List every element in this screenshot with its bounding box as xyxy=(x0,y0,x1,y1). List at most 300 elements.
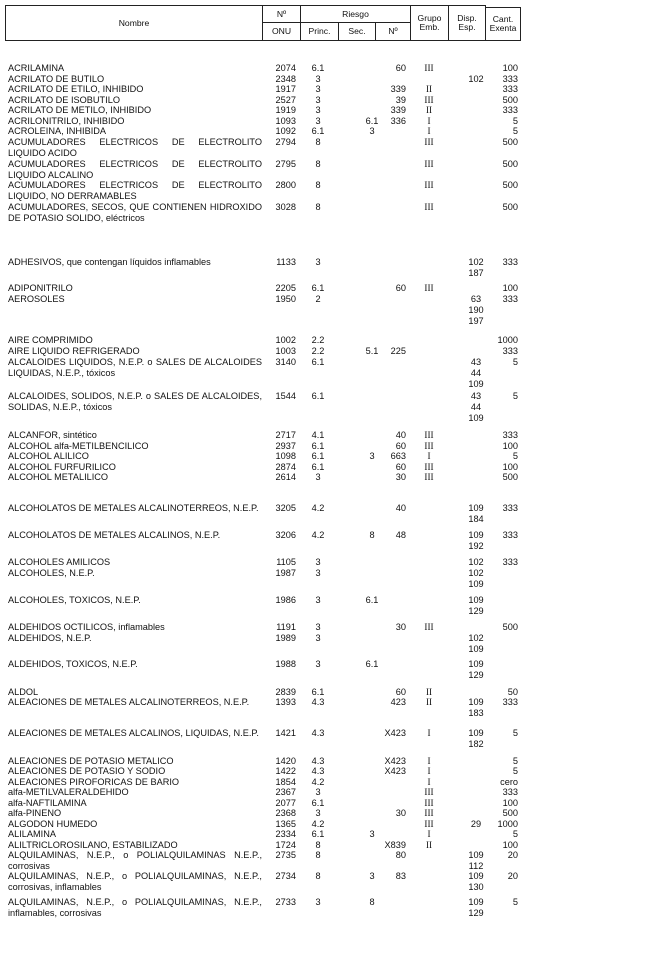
cell-princ: 3 xyxy=(315,808,321,818)
cell-onu: 1092 xyxy=(275,126,296,136)
cell-onu: 1105 xyxy=(276,557,296,567)
header-no-top-label: Nº xyxy=(276,8,287,19)
disp-value: 129 xyxy=(468,907,484,918)
cell-onu: 2795 xyxy=(275,159,296,169)
cell-name: ACRILATO DE METILO, INHIBIDO xyxy=(8,105,152,115)
disp-value: 109 xyxy=(468,578,484,589)
cell-grupo: III xyxy=(424,808,434,818)
cell-cant: 500 xyxy=(502,808,518,818)
cell-disp xyxy=(464,659,488,681)
cell-name: ACRILATO DE ETILO, INHIBIDO xyxy=(8,84,144,94)
cell-no: 40 xyxy=(395,503,406,513)
cell-grupo: III xyxy=(424,622,434,632)
disp-value: 109 xyxy=(468,412,484,423)
cell-onu: 1422 xyxy=(275,766,296,776)
cell-cant: 5 xyxy=(512,391,518,401)
cell-disp xyxy=(464,294,488,326)
disp-value: 109 xyxy=(468,530,484,540)
cell-princ: 3 xyxy=(315,105,321,115)
cell-name: alfa-PINENO xyxy=(8,808,62,818)
cell-disp xyxy=(464,728,488,750)
cell-cant: 5 xyxy=(512,451,518,461)
cell-grupo: III xyxy=(424,202,434,212)
disp-value: 29 xyxy=(470,819,482,829)
cell-onu: 1133 xyxy=(276,257,296,267)
cell-princ: 4.2 xyxy=(311,503,325,513)
cell-princ: 3 xyxy=(315,557,321,567)
disp-value: 109 xyxy=(468,659,484,669)
cell-no: 225 xyxy=(390,346,406,356)
cell-princ: 3 xyxy=(315,633,321,643)
header-no-label: Nº xyxy=(388,26,398,36)
cell-princ: 3 xyxy=(315,897,321,907)
header-grupo-label: Grupo Emb. xyxy=(417,13,442,32)
cell-name: ALCALOIDES, SOLIDOS, N.E.P. o SALES DE ALCALOIDES, SOLIDAS, N.E.P., tóxicos xyxy=(8,391,262,412)
disp-value: 102 xyxy=(468,633,484,643)
cell-cant: 333 xyxy=(502,74,518,84)
cell-onu: 1420 xyxy=(275,756,296,766)
cell-name: ALEACIONES DE POTASIO Y SODIO xyxy=(8,766,166,776)
cell-name: ALCOHOLATOS DE METALES ALCALINOS, N.E.P. xyxy=(8,530,221,540)
cell-disp xyxy=(464,530,488,552)
cell-cant: 5 xyxy=(512,756,518,766)
cell-name: AEROSOLES xyxy=(8,294,65,304)
cell-princ: 6.1 xyxy=(311,462,325,472)
cell-princ: 3 xyxy=(315,787,321,797)
disp-value: 44 xyxy=(470,401,482,412)
cell-cant: 333 xyxy=(502,257,518,267)
cell-cant: 5 xyxy=(512,116,518,126)
cell-cant: 5 xyxy=(512,357,518,367)
cell-onu: 2800 xyxy=(275,180,296,190)
cell-name: ALGODON HUMEDO xyxy=(8,819,98,829)
cell-onu: 2937 xyxy=(275,441,296,451)
disp-value: 102 xyxy=(468,557,484,567)
cell-cant: 100 xyxy=(502,798,518,808)
cell-onu: 2348 xyxy=(275,74,296,84)
cell-onu: 1544 xyxy=(275,391,296,401)
cell-onu: 2077 xyxy=(275,798,296,808)
cell-grupo: III xyxy=(424,430,434,440)
cell-grupo: III xyxy=(424,462,434,472)
cell-disp xyxy=(464,697,488,719)
cell-onu: 3206 xyxy=(275,530,296,540)
cell-no: 60 xyxy=(395,283,406,293)
cell-name: ALEACIONES DE POTASIO METALICO xyxy=(8,756,174,766)
cell-onu: 3028 xyxy=(275,202,296,212)
cell-princ: 4.3 xyxy=(311,728,325,738)
cell-princ: 8 xyxy=(315,180,321,190)
cell-cant: 333 xyxy=(502,557,518,567)
cell-onu: 2839 xyxy=(275,687,296,697)
cell-princ: 8 xyxy=(315,202,321,212)
cell-cant: 500 xyxy=(502,159,518,169)
cell-no: 80 xyxy=(395,850,406,860)
cell-name: ACUMULADORES ELECTRICOS DE ELECTROLITO LIQUIDO, NO DERRAMABLES xyxy=(8,180,262,201)
cell-onu: 2527 xyxy=(275,95,296,105)
cell-onu: 1987 xyxy=(275,568,296,578)
cell-grupo: III xyxy=(424,798,434,808)
cell-onu: 1003 xyxy=(275,346,296,356)
cell-no: 663 xyxy=(390,451,406,461)
header-riesgo xyxy=(300,5,411,23)
cell-onu: 1191 xyxy=(276,622,296,632)
cell-no: 60 xyxy=(395,63,406,73)
cell-onu: 1919 xyxy=(275,105,296,115)
cell-grupo: II xyxy=(425,840,433,850)
header-sec xyxy=(338,22,376,41)
cell-disp xyxy=(464,595,488,617)
cell-disp xyxy=(464,503,488,525)
cell-cant: 5 xyxy=(512,126,518,136)
cell-name: ALCOHOLES, TOXICOS, N.E.P. xyxy=(8,595,141,605)
cell-disp xyxy=(464,850,488,872)
cell-name: ALDOL xyxy=(8,687,39,697)
cell-grupo: III xyxy=(424,819,434,829)
cell-sec: 6.1 xyxy=(365,659,379,669)
cell-cant: 333 xyxy=(502,346,518,356)
disp-value: 63 xyxy=(470,294,482,304)
disp-value: 192 xyxy=(468,540,484,551)
disp-value: 102 xyxy=(468,257,484,267)
cell-no: X423 xyxy=(384,756,406,766)
disp-value: 129 xyxy=(468,605,484,616)
cell-princ: 2 xyxy=(315,294,321,304)
cell-princ: 3 xyxy=(315,84,321,94)
cell-princ: 2.2 xyxy=(311,346,325,356)
cell-name: alfa-NAFTILAMINA xyxy=(8,798,87,808)
cell-princ: 8 xyxy=(315,850,321,860)
cell-no: X839 xyxy=(384,840,406,850)
cell-name: ADHESIVOS, que contengan líquidos inflamables xyxy=(8,257,211,267)
cell-cant: cero xyxy=(500,777,518,787)
cell-princ: 8 xyxy=(315,159,321,169)
cell-cant: 500 xyxy=(502,137,518,147)
cell-name: ALQUILAMINAS, N.E.P., o POLIALQUILAMINAS, N.E.P., corrosivas, inflamables xyxy=(8,871,262,892)
cell-onu: 2614 xyxy=(275,472,296,482)
cell-grupo: III xyxy=(424,441,434,451)
cell-grupo: III xyxy=(424,137,434,147)
cell-princ: 6.1 xyxy=(311,687,325,697)
header-disp-label: Disp. Esp. xyxy=(457,13,477,32)
header-princ xyxy=(300,22,339,41)
cell-grupo: I xyxy=(427,116,431,126)
cell-no: 339 xyxy=(390,84,406,94)
cell-grupo: I xyxy=(427,126,431,136)
disp-value: 109 xyxy=(468,728,484,738)
disp-value: 130 xyxy=(468,881,484,892)
cell-name: ALCOHOLES, N.E.P. xyxy=(8,568,95,578)
cell-cant: 500 xyxy=(502,202,518,212)
cell-cant: 333 xyxy=(502,697,518,707)
cell-princ: 3 xyxy=(315,622,321,632)
cell-princ: 3 xyxy=(315,74,321,84)
cell-cant: 500 xyxy=(502,180,518,190)
cell-cant: 5 xyxy=(512,728,518,738)
cell-disp xyxy=(464,871,488,893)
disp-value: 109 xyxy=(468,850,484,860)
cell-name: ALCOHOLES AMILICOS xyxy=(8,557,111,567)
cell-cant: 100 xyxy=(502,462,518,472)
cell-name: ACROLEINA, INHIBIDA xyxy=(8,126,107,136)
cell-sec: 8 xyxy=(369,897,375,907)
disp-value: 182 xyxy=(468,738,484,749)
cell-onu: 1098 xyxy=(275,451,296,461)
cell-no: 83 xyxy=(395,871,406,881)
cell-cant: 333 xyxy=(502,530,518,540)
cell-princ: 4.3 xyxy=(311,766,325,776)
cell-name: AIRE COMPRIMIDO xyxy=(8,335,93,345)
cell-no: 30 xyxy=(395,622,406,632)
cell-cant: 333 xyxy=(502,430,518,440)
cell-cant: 500 xyxy=(502,622,518,632)
cell-cant: 50 xyxy=(507,687,518,697)
header-cant xyxy=(485,7,521,41)
cell-name: ALEACIONES DE METALES ALCALINOS, LIQUIDAS, N.E.P. xyxy=(8,728,259,738)
cell-name: ALDEHIDOS OCTILICOS, inflamables xyxy=(8,622,165,632)
cell-disp xyxy=(464,391,488,423)
cell-grupo: II xyxy=(425,687,433,697)
header-sec-label: Sec. xyxy=(348,26,366,36)
cell-cant: 500 xyxy=(502,472,518,482)
header-princ-label: Princ. xyxy=(308,26,331,36)
cell-grupo: I xyxy=(427,728,431,738)
cell-name: ALCOHOL ALILICO xyxy=(8,451,89,461)
cell-princ: 3 xyxy=(315,568,321,578)
cell-no: X423 xyxy=(384,766,406,776)
disp-value: 197 xyxy=(468,315,484,326)
disp-value: 109 xyxy=(468,595,484,605)
cell-cant: 333 xyxy=(502,787,518,797)
cell-name: ACUMULADORES, SECOS, QUE CONTIENEN HIDROXIDO DE POTASIO SOLIDO, eléctricos xyxy=(8,202,262,223)
cell-sec: 6.1 xyxy=(365,595,379,605)
disp-value: 129 xyxy=(468,669,484,680)
cell-princ: 6.1 xyxy=(311,63,325,73)
cell-princ: 3 xyxy=(315,472,321,482)
cell-onu: 2734 xyxy=(275,871,296,881)
cell-cant: 500 xyxy=(502,95,518,105)
cell-cant: 333 xyxy=(502,294,518,304)
disp-value: 109 xyxy=(468,503,484,513)
cell-no: 30 xyxy=(395,472,406,482)
header-nombre-label: Nombre xyxy=(118,17,150,28)
cell-sec: 3 xyxy=(369,451,375,461)
cell-princ: 8 xyxy=(315,871,321,881)
cell-onu: 1988 xyxy=(275,659,296,669)
cell-onu: 3205 xyxy=(275,503,296,513)
disp-value: 183 xyxy=(468,707,484,718)
cell-onu: 2733 xyxy=(275,897,296,907)
cell-name: ALDEHIDOS, TOXICOS, N.E.P. xyxy=(8,659,138,669)
cell-name: ALCANFOR, sintético xyxy=(8,430,97,440)
cell-no: 423 xyxy=(390,697,406,707)
cell-name: ACUMULADORES ELECTRICOS DE ELECTROLITO LIQUIDO ACIDO xyxy=(8,137,262,158)
cell-princ: 8 xyxy=(315,137,321,147)
disp-value: 109 xyxy=(468,897,484,907)
cell-disp xyxy=(464,568,488,590)
cell-grupo: I xyxy=(427,777,431,787)
cell-no: X423 xyxy=(384,728,406,738)
cell-disp xyxy=(464,819,488,830)
cell-princ: 6.1 xyxy=(311,283,325,293)
cell-princ: 4.2 xyxy=(311,530,325,540)
cell-cant: 1000 xyxy=(497,335,518,345)
cell-onu: 1093 xyxy=(275,116,296,126)
cell-grupo: III xyxy=(424,283,434,293)
cell-no: 60 xyxy=(395,441,406,451)
cell-onu: 2717 xyxy=(275,430,296,440)
cell-princ: 3 xyxy=(315,257,321,267)
cell-onu: 2368 xyxy=(275,808,296,818)
cell-sec: 6.1 xyxy=(365,116,379,126)
cell-princ: 6.1 xyxy=(311,798,325,808)
cell-princ: 3 xyxy=(315,116,321,126)
cell-name: ALILAMINA xyxy=(8,829,56,839)
disp-value: 109 xyxy=(468,643,484,654)
cell-onu: 2735 xyxy=(275,850,296,860)
cell-onu: 1002 xyxy=(275,335,296,345)
cell-name: ACRILATO DE ISOBUTILO xyxy=(8,95,120,105)
cell-grupo: III xyxy=(424,159,434,169)
cell-sec: 5.1 xyxy=(365,346,379,356)
header-grupo xyxy=(410,5,449,41)
disp-value: 184 xyxy=(468,513,484,524)
disp-value: 109 xyxy=(468,697,484,707)
cell-cant: 5 xyxy=(512,897,518,907)
cell-grupo: III xyxy=(424,63,434,73)
cell-onu: 1950 xyxy=(275,294,296,304)
cell-sec: 3 xyxy=(369,871,375,881)
cell-grupo: III xyxy=(424,95,434,105)
cell-name: alfa-METILVALERALDEHIDO xyxy=(8,787,129,797)
cell-onu: 1986 xyxy=(275,595,296,605)
cell-no: 336 xyxy=(390,116,406,126)
cell-onu: 3140 xyxy=(275,357,296,367)
cell-cant: 100 xyxy=(502,283,518,293)
cell-grupo: I xyxy=(427,829,431,839)
disp-value: 44 xyxy=(470,367,482,378)
cell-onu: 1365 xyxy=(275,819,296,829)
cell-grupo: I xyxy=(427,766,431,776)
cell-name: ACRILATO DE BUTILO xyxy=(8,74,105,84)
cell-onu: 1393 xyxy=(275,697,296,707)
cell-princ: 4.2 xyxy=(311,777,325,787)
cell-disp xyxy=(464,257,488,279)
cell-onu: 2794 xyxy=(275,137,296,147)
cell-grupo: II xyxy=(425,697,433,707)
cell-no: 60 xyxy=(395,687,406,697)
cell-no: 48 xyxy=(395,530,406,540)
cell-no: 39 xyxy=(395,95,406,105)
disp-value: 190 xyxy=(468,304,484,315)
cell-onu: 2367 xyxy=(275,787,296,797)
cell-cant: 333 xyxy=(502,503,518,513)
cell-grupo: I xyxy=(427,756,431,766)
cell-sec: 3 xyxy=(369,829,375,839)
cell-cant: 5 xyxy=(512,766,518,776)
cell-name: ALCOHOL alfa-METILBENCILICO xyxy=(8,441,149,451)
cell-onu: 1854 xyxy=(275,777,296,787)
cell-cant: 20 xyxy=(507,850,518,860)
cell-name: ALCOHOLATOS DE METALES ALCALINOTERREOS, N.E.P. xyxy=(8,503,259,513)
cell-grupo: I xyxy=(427,451,431,461)
cell-no: 30 xyxy=(395,808,406,818)
cell-princ: 6.1 xyxy=(311,441,325,451)
cell-name: ALEACIONES DE METALES ALCALINOTERREOS, N.E.P. xyxy=(8,697,250,707)
cell-name: ALCOHOL METALILICO xyxy=(8,472,109,482)
cell-grupo: III xyxy=(424,787,434,797)
header-cant-label: Cant. Exenta xyxy=(489,14,517,33)
cell-cant: 100 xyxy=(502,63,518,73)
cell-princ: 4.2 xyxy=(311,819,325,829)
disp-value: 109 xyxy=(468,378,484,389)
cell-princ: 2.2 xyxy=(311,335,325,345)
cell-no: 339 xyxy=(390,105,406,115)
cell-princ: 8 xyxy=(315,840,321,850)
cell-princ: 3 xyxy=(315,595,321,605)
cell-disp xyxy=(464,74,488,85)
cell-cant: 100 xyxy=(502,840,518,850)
cell-grupo: II xyxy=(425,84,433,94)
cell-disp xyxy=(464,897,488,919)
disp-value: 109 xyxy=(468,871,484,881)
cell-cant: 5 xyxy=(512,829,518,839)
cell-princ: 3 xyxy=(315,95,321,105)
cell-name: ADIPONITRILO xyxy=(8,283,73,293)
cell-onu: 2074 xyxy=(275,63,296,73)
cell-name: ALILTRICLOROSILANO, ESTABILIZADO xyxy=(8,840,178,850)
cell-name: ALQUILAMINAS, N.E.P., o POLIALQUILAMINAS, N.E.P., inflamables, corrosivas xyxy=(8,897,262,918)
cell-name: ALEACIONES PIROFORICAS DE BARIO xyxy=(8,777,180,787)
cell-name: ALQUILAMINAS, N.E.P., o POLIALQUILAMINAS N.E.P., corrosivas xyxy=(8,850,262,871)
cell-name: ALDEHIDOS, N.E.P. xyxy=(8,633,92,643)
cell-princ: 6.1 xyxy=(311,451,325,461)
cell-onu: 2874 xyxy=(275,462,296,472)
cell-sec: 3 xyxy=(369,126,375,136)
disp-value: 102 xyxy=(468,568,484,578)
cell-onu: 2205 xyxy=(275,283,296,293)
cell-cant: 1000 xyxy=(497,819,518,829)
disp-value: 43 xyxy=(470,357,482,367)
cell-onu: 1421 xyxy=(275,728,296,738)
cell-sec: 8 xyxy=(369,530,375,540)
cell-cant: 20 xyxy=(507,871,518,881)
cell-grupo: III xyxy=(424,472,434,482)
cell-no: 40 xyxy=(395,430,406,440)
cell-grupo: III xyxy=(424,180,434,190)
cell-onu: 1989 xyxy=(275,633,296,643)
cell-grupo: II xyxy=(425,105,433,115)
cell-princ: 4.3 xyxy=(311,756,325,766)
cell-disp xyxy=(464,633,488,655)
cell-cant: 333 xyxy=(502,105,518,115)
header-no xyxy=(375,22,411,41)
header-riesgo-label: Riesgo xyxy=(342,8,369,19)
cell-onu: 2334 xyxy=(275,829,296,839)
cell-princ: 3 xyxy=(315,659,321,669)
cell-onu: 1917 xyxy=(275,84,296,94)
cell-cant: 100 xyxy=(502,441,518,451)
cell-name: AIRE LIQUIDO REFRIGERADO xyxy=(8,346,140,356)
header-disp xyxy=(448,5,486,41)
cell-no: 60 xyxy=(395,462,406,472)
header-onu-label: ONU xyxy=(271,26,292,36)
disp-value: 102 xyxy=(468,74,484,84)
cell-princ: 6.1 xyxy=(311,829,325,839)
cell-name: ALCOHOL FURFURILICO xyxy=(8,462,116,472)
header-nombre xyxy=(5,5,263,41)
cell-princ: 6.1 xyxy=(311,357,325,367)
